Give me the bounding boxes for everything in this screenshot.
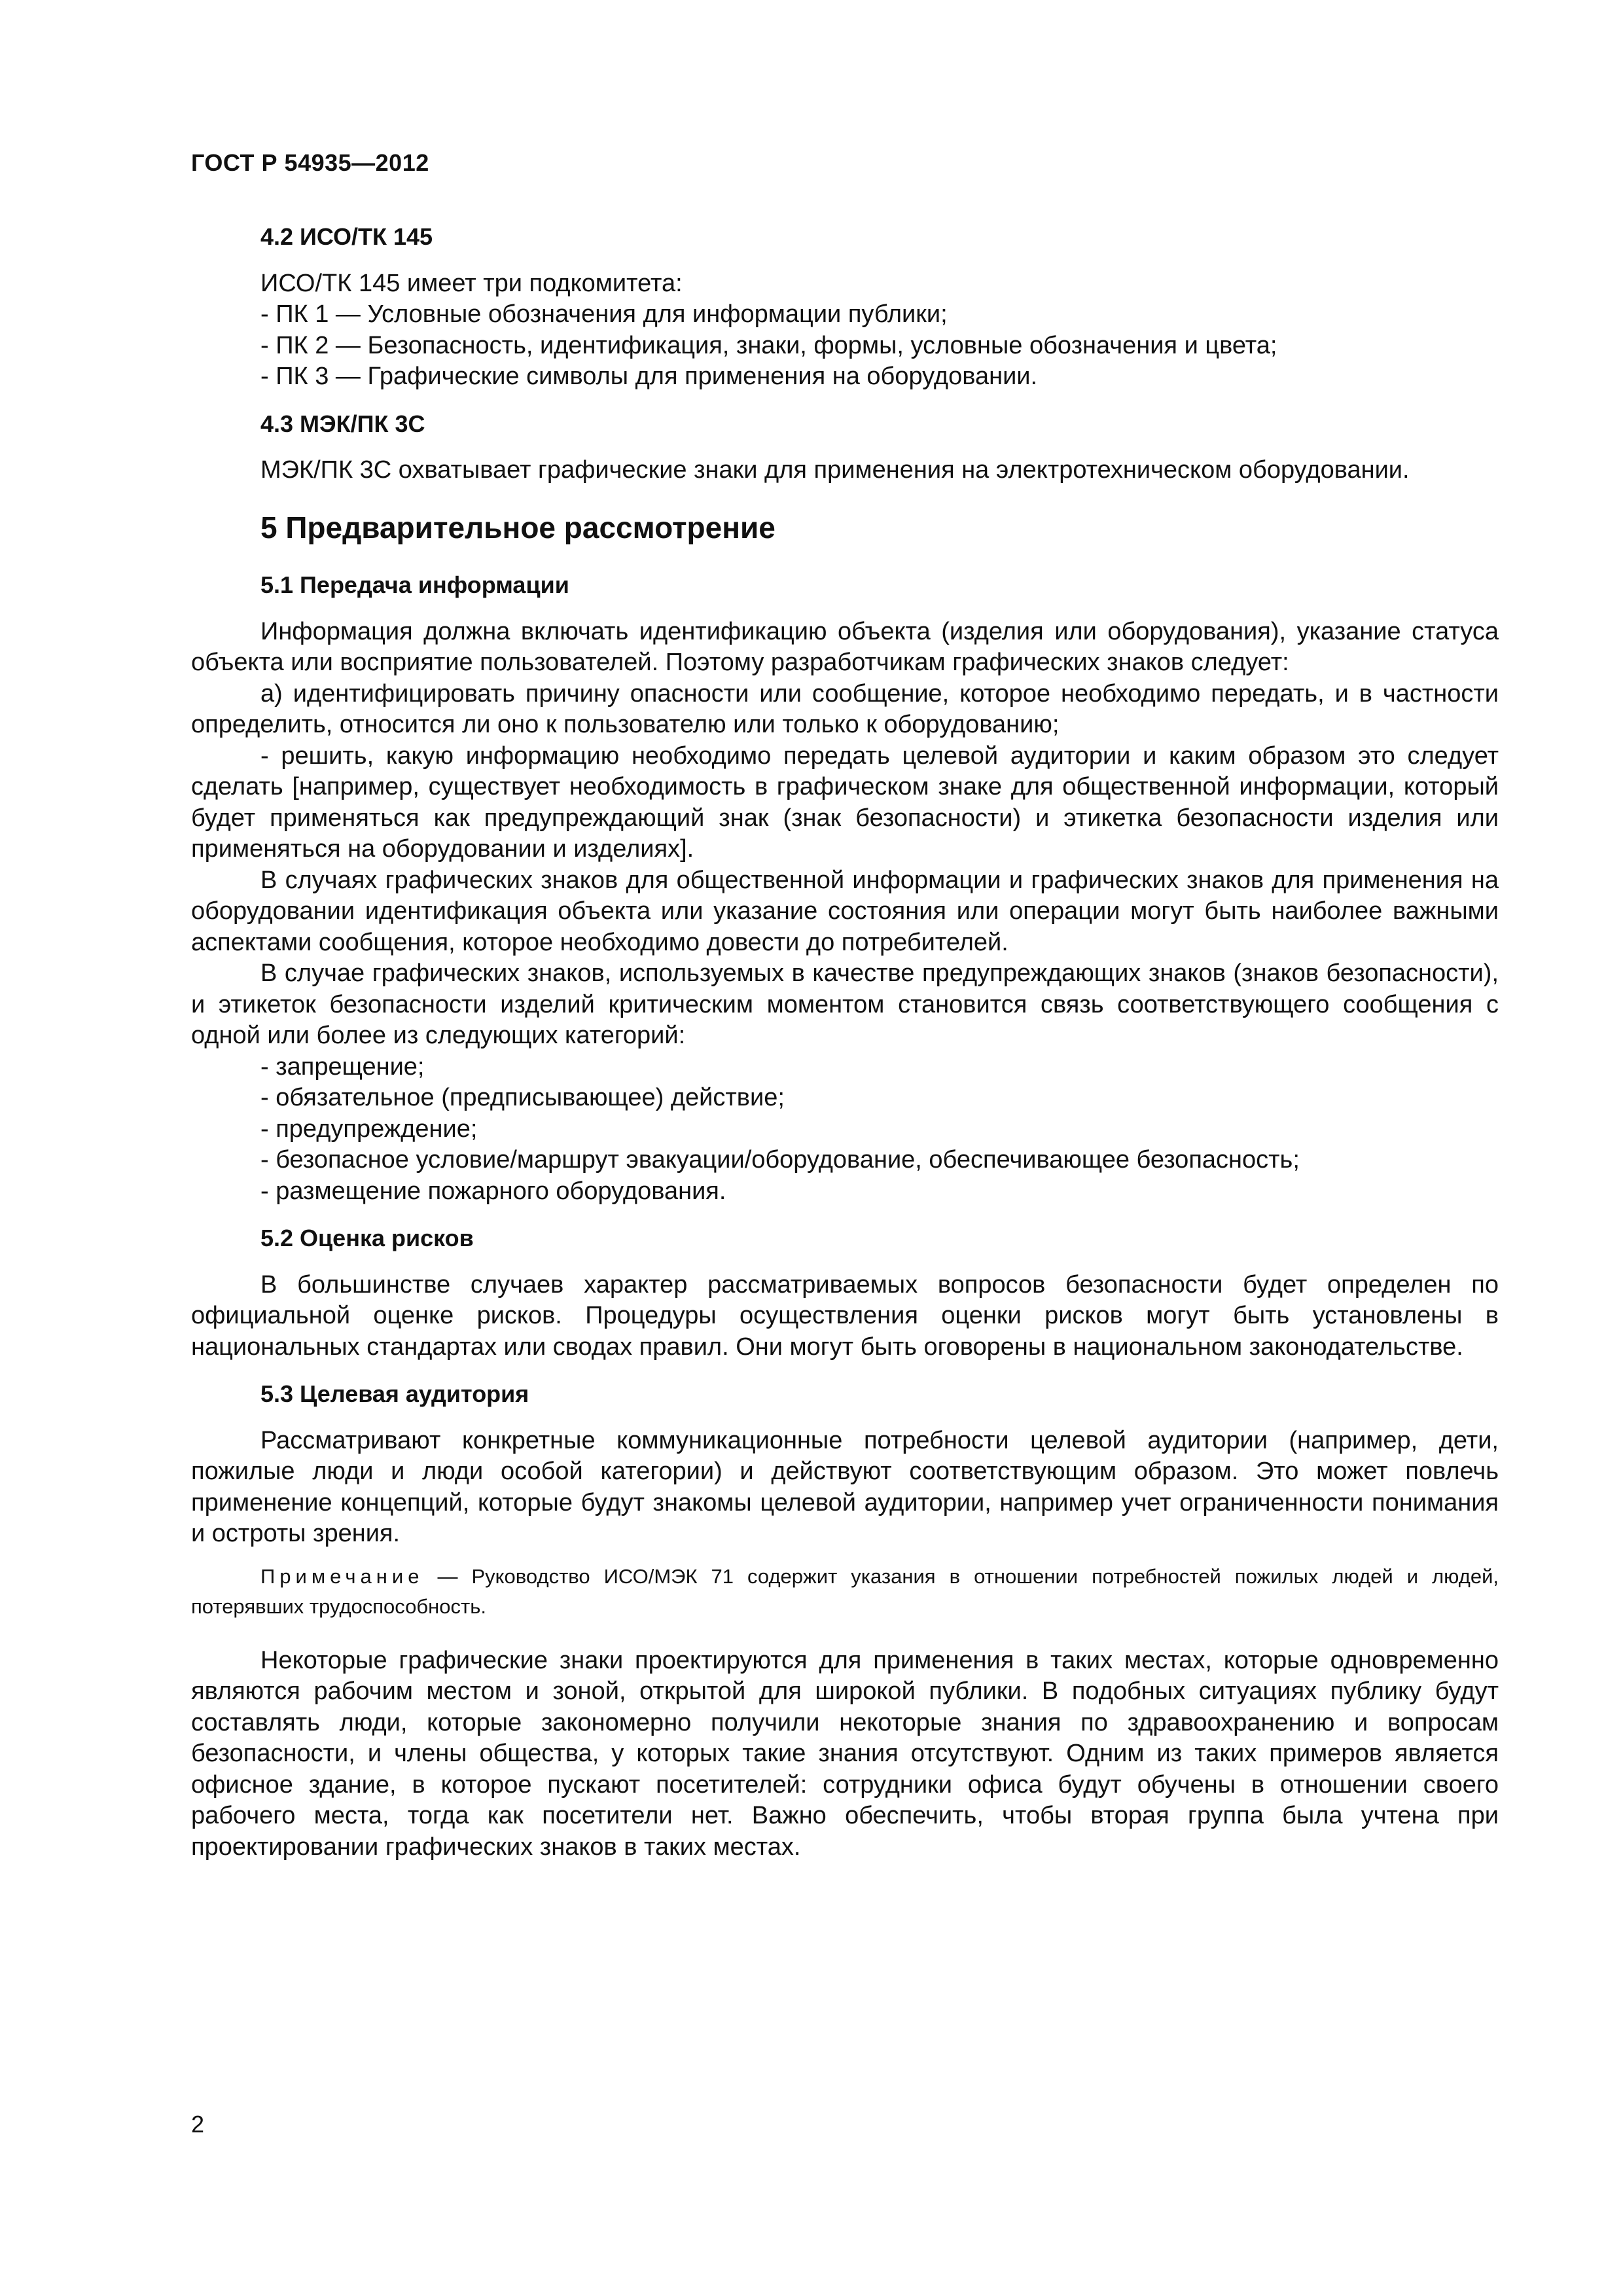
running-header: ГОСТ Р 54935—2012 — [191, 149, 429, 176]
paragraph: а) идентифицировать причину опасности или сообщение, которое необходимо передать, и в частности определить, относится ли оно к пользователю или только к оборудованию; — [191, 679, 1499, 738]
note-text: — Руководство ИСО/МЭК 71 содержит указания в отношении потребностей пожилых людей и людей, потерявших трудоспособность. — [191, 1564, 1499, 1618]
section-5-1-heading: 5.1 Передача информации — [260, 571, 569, 598]
list-item: - ПК 2 — Безопасность, идентификация, знаки, формы, условные обозначения и цвета; — [260, 331, 1277, 359]
section-4-3-heading: 4.3 МЭК/ПК 3С — [260, 410, 425, 437]
paragraph: В большинстве случаев характер рассматриваемых вопросов безопасности будет определен по официальной оценке рисков. Процедуры осуществления оценки рисков могут быть установлены в национальных стандартах или сводах правил. Они могут быть оговорены в национальном законодательстве. — [191, 1270, 1499, 1361]
section-5-2-heading: 5.2 Оценка рисков — [260, 1225, 474, 1251]
paragraph: Информация должна включать идентификацию объекта (изделия или оборудования), указание статуса объекта или восприятие пользователей. Поэтому разработчикам графических знаков следует: — [191, 617, 1499, 676]
page-content — [191, 221, 1499, 1863]
list-item: - предупреждение; — [260, 1115, 478, 1143]
list-item: - обязательное (предписывающее) действие; — [260, 1084, 785, 1111]
section-4-2-intro: ИСО/ТК 145 имеет три подкомитета: — [260, 269, 683, 297]
section-5-heading: 5 Предварительное рассмотрение — [260, 510, 776, 545]
list-item: - ПК 1 — Условные обозначения для информации публики; — [260, 300, 948, 328]
list-item: - размещение пожарного оборудования. — [260, 1177, 726, 1205]
paragraph: В случаях графических знаков для общественной информации и графических знаков для применения на оборудовании идентификация объекта или указание состояния или операции могут быть наиболее важными аспектами сообщения, которое необходимо довести до потребителей. — [191, 866, 1499, 956]
note-label: Примечание — [260, 1564, 424, 1588]
page-number: 2 — [191, 2111, 205, 2138]
list-item: - ПК 3 — Графические символы для применения на оборудовании. — [260, 363, 1038, 390]
list-item: - безопасное условие/маршрут эвакуации/оборудование, обеспечивающее безопасность; — [260, 1146, 1300, 1174]
paragraph: Некоторые графические знаки проектируются для применения в таких местах, которые одновременно являются рабочим местом и зоной, открытой для широкой публики. В подобных ситуациях публику будут составлять люди, которые закономерно получили некоторые знания по здравоохранению и вопросам безопасности, и члены общества, у которых такие знания отсутствуют. Одним из таких примеров является офисное здание, в которое пускают посетителей: сотрудники офиса будут обучены в отношении своего рабочего места, тогда как посетители нет. Важно обеспечить, чтобы вторая группа была учтена при проектировании графических знаков в таких местах. — [191, 1646, 1499, 1861]
paragraph: - решить, какую информацию необходимо передать целевой аудитории и каким образом это следует сделать [например, существует необходимость в графическом знаке для общественной информации, который будет применяться как предупреждающий знак (знак безопасности) и этикетка безопасности изделия или применяться на оборудовании и изделиях]. — [191, 742, 1499, 863]
paragraph: Рассматривают конкретные коммуникационные потребности целевой аудитории (например, дети, пожилые люди и люди особой категории) и действуют соответствующим образом. Это может повлечь применение концепций, которые будут знакомы целевой аудитории, например учет ограниченности понимания и остроты зрения. — [191, 1426, 1499, 1547]
paragraph: В случае графических знаков, используемых в качестве предупреждающих знаков (знаков безопасности), и этикеток безопасности изделий критическим моментом становится связь соответствующего сообщения с одной или более из следующих категорий: — [191, 960, 1499, 1049]
list-item: - запрещение; — [260, 1052, 425, 1081]
section-4-2-heading: 4.2 ИСО/ТК 145 — [260, 223, 433, 250]
section-4-3-text: МЭК/ПК 3С охватывает графические знаки для применения на электротехническом оборудовании. — [260, 456, 1410, 484]
note — [191, 1562, 1499, 1622]
section-5-3-heading: 5.3 Целевая аудитория — [260, 1380, 529, 1407]
